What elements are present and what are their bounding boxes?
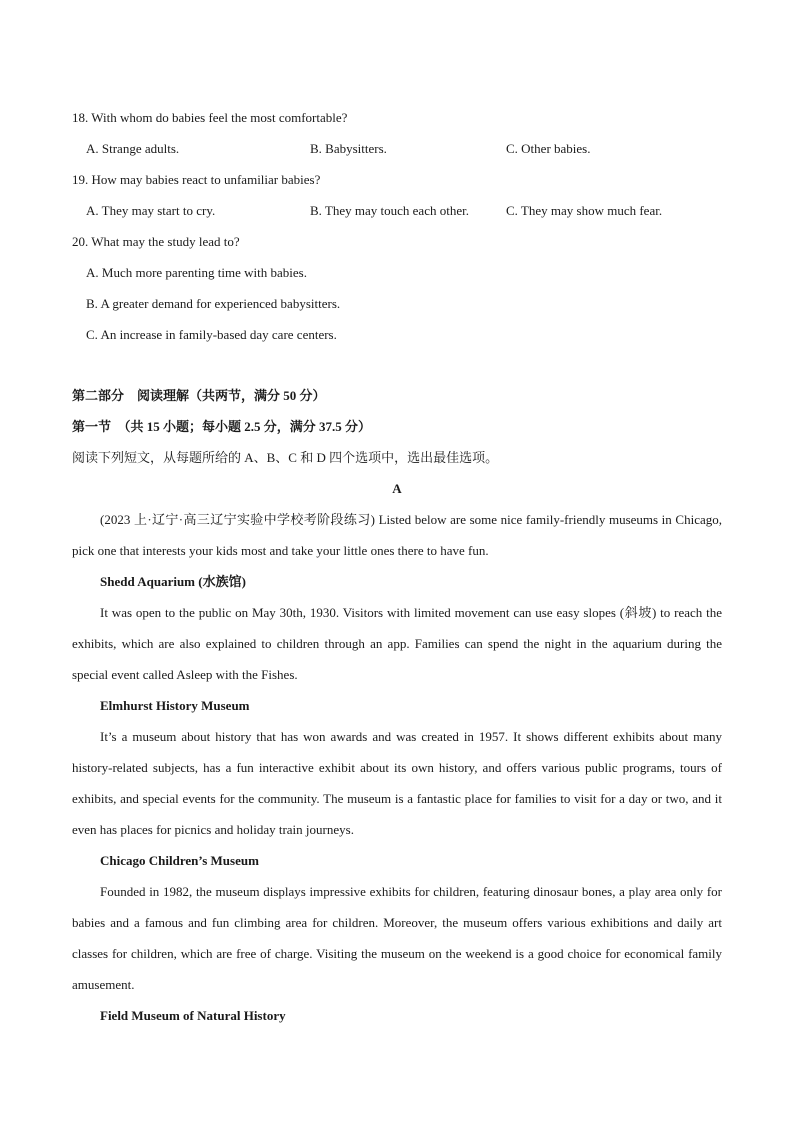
option-b: B. Babysitters.	[310, 141, 387, 156]
question-stem: 20. What may the study lead to?	[72, 234, 240, 249]
question-stem: 19. How may babies react to unfamiliar babies?	[72, 172, 321, 187]
option-c: C. They may show much fear.	[506, 203, 663, 218]
option-a: A. Much more parenting time with babies.	[86, 265, 307, 280]
question-stem: 18. With whom do babies feel the most comfortable?	[72, 110, 348, 125]
question-options	[72, 133, 722, 164]
option-c: C. Other babies.	[506, 141, 591, 156]
museum-name-elmhurst: Elmhurst History Museum	[100, 698, 250, 713]
option-b: B. A greater demand for experienced babysitters.	[86, 296, 341, 311]
museum-text-elmhurst: It’s a museum about history that has won awards and was created in 1957. It shows different exhibits about many history-related subjects, has a fun interactive exhibit about its own history, and offers various public programs, tours of exhibits, and special events for the community. The museum is a fantastic place for families to visit for a day or two, and it even has places for picnics and holiday train journeys.	[72, 729, 722, 837]
museum-name-shedd: Shedd Aquarium (水族馆)	[100, 574, 246, 589]
question-20	[72, 226, 722, 350]
option-c: C. An increase in family-based day care centers.	[86, 327, 337, 342]
option-a: A. Strange adults.	[86, 141, 180, 156]
museum-text-shedd: It was open to the public on May 30th, 1930. Visitors with limited movement can use easy slopes (斜坡) to reach the exhibits, which are also explained to children through an app. Families can spend the night in the aquarium during the special event called Asleep with the Fishes.	[72, 605, 722, 682]
question-options	[72, 195, 722, 226]
section-instruction: 阅读下列短文，从每题所给的 A、B、C 和 D 四个选项中，选出最佳选项。	[72, 450, 499, 465]
option-a: A. They may start to cry.	[86, 203, 216, 218]
section-title: 第二部分 阅读理解（共两节，满分 50 分）	[72, 388, 326, 403]
museum-name-field: Field Museum of Natural History	[100, 1008, 286, 1023]
section-subtitle: 第一节 （共 15 小题；每小题 2.5 分，满分 37.5 分）	[72, 419, 372, 434]
question-19	[72, 164, 722, 226]
museum-text-childrens: Founded in 1982, the museum displays impressive exhibits for children, featuring dinosaur bones, a play area only for babies and a famous and fun climbing area for children. Moreover, the museum offers various exhibitions and daily art classes for children, which are free of charge. Visiting the museum on the weekend is a good choice for economical family amusement.	[72, 884, 722, 992]
document-page	[72, 102, 722, 1031]
question-18	[72, 102, 722, 164]
passage-intro: (2023 上·辽宁·高三辽宁实验中学校考阶段练习) Listed below are some nice family-friendly museums in Chicago, pick one that interests your kids most and take your little ones there to have fun.	[72, 512, 722, 558]
passage-letter: A	[392, 481, 402, 496]
option-b: B. They may touch each other.	[310, 203, 469, 218]
spacer	[72, 350, 722, 380]
museum-name-childrens: Chicago Children’s Museum	[100, 853, 259, 868]
